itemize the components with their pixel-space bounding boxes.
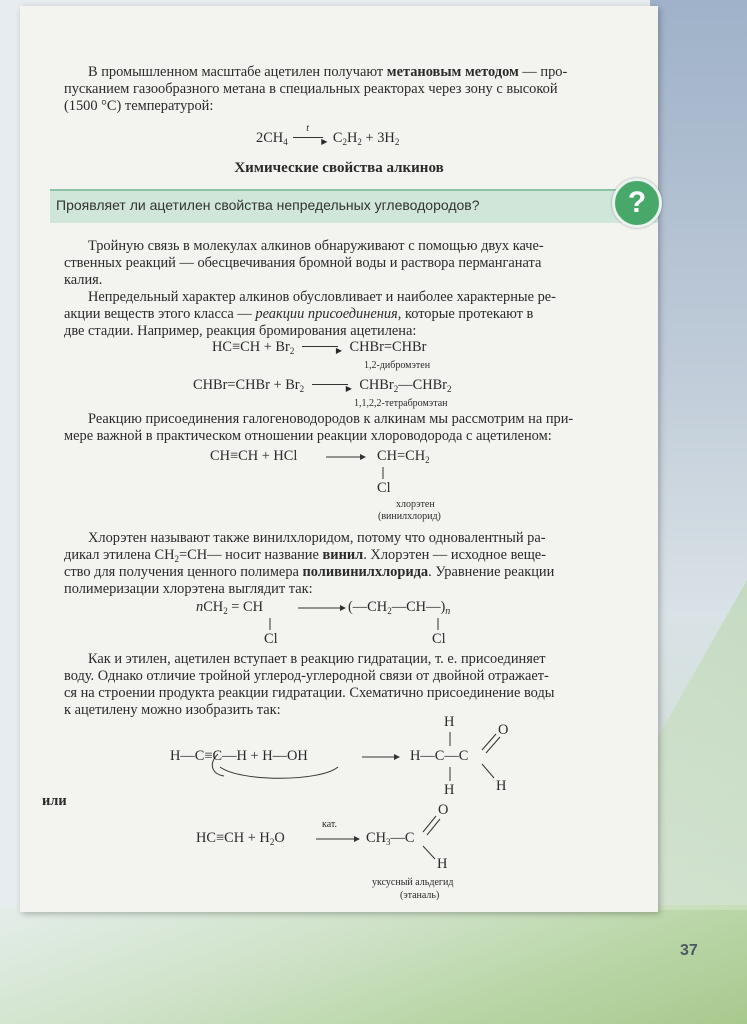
section-title: Химические свойства алкинов [234,160,444,176]
paragraph-addition-reactions: Непредельный характер алкинов обусловливает и наиболее характерные ре- акции веществ этого класса — реакции присоединения, которые протекают в две стадии. Например, реакция бромирования ацетилена: [64,289,556,339]
product-h-right: H [496,778,507,794]
background-bottom [0,905,747,1024]
acetaldehyde-o: O [438,802,449,818]
or-word: или [42,793,67,809]
equation-polymer-cl2: Cl [432,631,446,647]
equation-hydration-left: H—C≡C—H + H—OH [170,748,308,764]
equation-hydration2-left: $HC\equiv CH + H_2O$ [196,830,285,847]
question-icon: ? [612,178,662,228]
equation-methane: $2CH_4$ t ▶ $C_2H_2 + 3H_2$ [256,123,400,147]
caption-vinyl-chloride: (винилхлорид) [378,511,441,522]
acetaldehyde-h: H [437,856,448,872]
paragraph-vinyl-chloride: Хлорэтен называют также винилхлоридом, потому что одновалентный ра- дикал этилена $CH_2=CH—$ носит название винил. Хлорэтен — исходное веще- ство для получения ценного полимера поливинилхлорида. Уравнение реакции полимеризации хлорэтена выглядит так: [64,530,555,597]
caption-chloroethene: хлорэтен [396,499,435,510]
equation-hcl-left: CH≡CH + HCl [210,448,298,464]
caption-acetaldehyde: уксусный альдегид [372,877,454,888]
paragraph-hydrohalogenation: Реакцию присоединения галогеноводородов к алкинам мы рассмотрим на при- мере важной в практическом отношении реакции хлороводорода с ацетиленом: [64,411,574,444]
product-h-bottom: H [444,782,455,798]
equation-bromination-1: $HC\equiv CH + Br_2$ ▶ CHBr=CHBr [212,339,427,356]
caption-tetrabromoethane: 1,1,2,2-тетрабромэтан [354,398,448,409]
equation-hydration2-arrow [20,6,658,912]
equation-hydration2-right: $CH_3—C$ [366,830,415,847]
caption-ethanal: (этаналь) [400,890,440,901]
paragraph-hydration: Как и этилен, ацетилен вступает в реакцию гидратации, т. е. присоединяет воду. Однако отличие тройной углерод-углеродной связи от двойной отражает- ся на строении продукта реакции гидратации. Схематично присоединение воды к ацетилену можно изобразить так: [64,651,555,718]
catalyst-label: кат. [322,819,338,830]
page-number: 37 [680,942,698,959]
equation-polymer-cl1: Cl [264,631,278,647]
equation-hcl-right: $CH=CH_2$ [377,448,430,465]
paragraph-methane-method: В промышленном масштабе ацетилен получают метановым методом — про- пусканием газообразного метана в специальных реакторах через зону с высокой (1500 °С) температурой: [64,64,568,114]
equation-polymer-left: nCH$_2$ = CH [196,599,264,616]
equation-polymer-right: $(—CH_2—CH—)_n$ [348,599,451,617]
product-h-top: H [444,714,455,730]
paragraph-qualitative-reactions: Тройную связь в молекулах алкинов обнаруживают с помощью двух каче- ственных реакций — обесцвечивания бромной воды и раствора перманганата калия. [64,238,544,288]
product-o: O [498,722,509,738]
equation-hcl-cl: Cl [377,480,391,496]
equation-bromination-2: CHBr=CHBr + $Br_2$ ▶ CHBr$_2$—CHBr$_2$ [193,377,452,394]
textbook-page [20,6,658,912]
question-text: Проявляет ли ацетилен свойства непредельных углеводородов? [56,197,480,213]
caption-dibromoethene: 1,2-дибромэтен [364,360,431,371]
product-body: H—C—C [410,748,469,764]
